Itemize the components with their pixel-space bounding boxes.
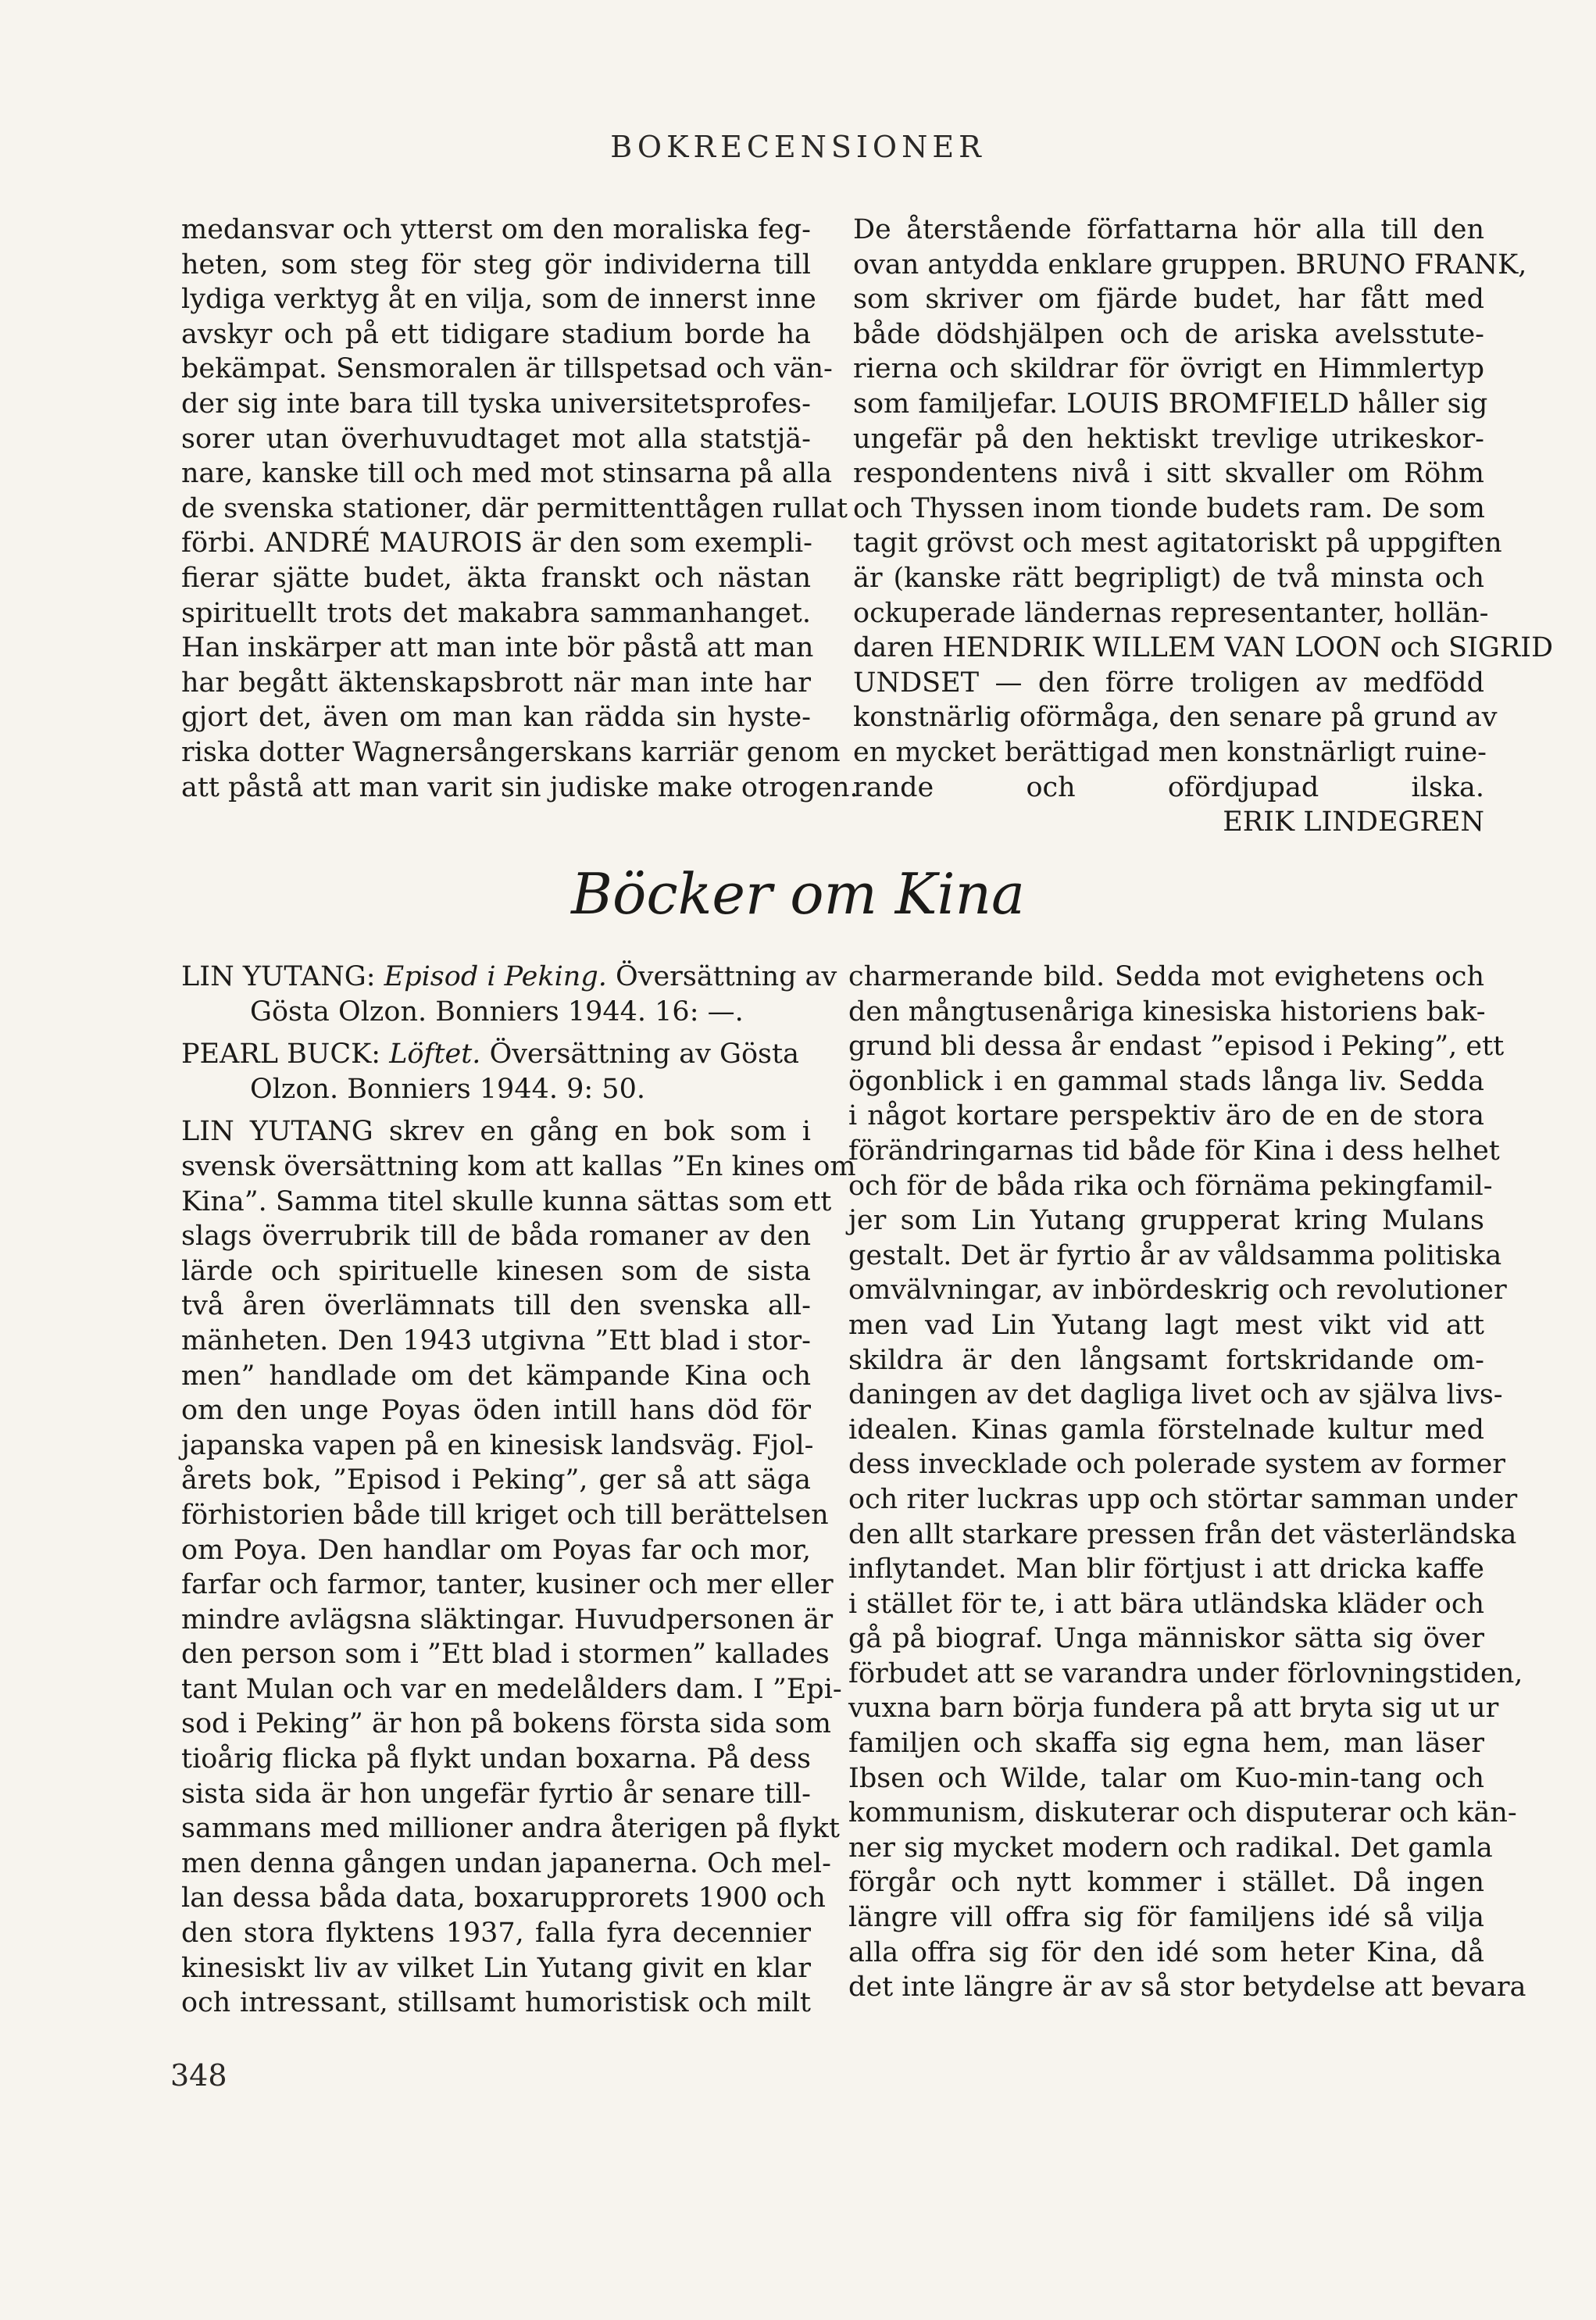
text-line: att påstå att man varit sin judiske make otrogen. — [181, 771, 859, 803]
text-line: sista sida är hon ungefär fyrtio år senare till- — [181, 1778, 811, 1810]
last-line-with-signature — [853, 770, 1484, 838]
text-line: och för de båda rika och förnäma pekingfamil- — [848, 1170, 1493, 1202]
reference-line — [181, 960, 837, 995]
text-line: som familjefar. LOUIS BROMFIELD håller sig — [853, 388, 1488, 420]
text-line: lärde och spirituelle kinesen som de sista — [181, 1255, 811, 1287]
text-line: familjen och skaffa sig egna hem, man läser — [848, 1728, 1484, 1760]
text-line: LIN YUTANG skrev en gång en bok som i — [181, 1116, 811, 1148]
text-line: daren HENDRIK WILLEM VAN LOON och SIGRID — [853, 632, 1554, 664]
text-line: ögonblick i en gammal stads långa liv. Sedda — [848, 1065, 1484, 1097]
page-number: 348 — [170, 2058, 227, 2093]
reference-detail: Översättning av Gösta — [489, 1038, 799, 1071]
text-line: både dödshjälpen och de ariska avelsstute- — [853, 318, 1484, 350]
text-line: der sig inte bara till tyska universitetsprofes- — [181, 388, 811, 420]
text-line: ner sig mycket modern och radikal. Det gamla — [848, 1832, 1493, 1864]
text-line: tagit grövst och mest agitatoriskt på uppgiften — [853, 527, 1502, 559]
text-line: grund bli dessa år endast ”episod i Peking”, ett — [848, 1031, 1505, 1063]
text-line: tant Mulan och var en medelålders dam. I ”Epi- — [181, 1673, 842, 1705]
text-line: förbi. ANDRÉ MAUROIS är den som exempli- — [181, 527, 813, 559]
text-line: ovan antydda enklare gruppen. BRUNO FRANK, — [853, 248, 1527, 281]
text-line: som skriver om fjärde budet, har fått med — [853, 284, 1484, 316]
text-line: omvälvningar, av inbördeskrig och revolutioner — [848, 1274, 1507, 1307]
book-reference-2 — [181, 1037, 811, 1106]
book-reference-1 — [181, 960, 837, 1029]
reviewer-signature: ERIK LINDEGREN — [1223, 806, 1484, 838]
text-line: charmerande bild. Sedda mot evighetens och — [848, 961, 1484, 992]
text-line: alla offra sig för den idé som heter Kina, då — [848, 1936, 1484, 1968]
text-line: årets bok, ”Episod i Peking”, ger så att säga — [181, 1464, 811, 1496]
reference-title: Löftet. — [389, 1038, 481, 1071]
text-line: en mycket berättigad men konstnärligt ruine- — [853, 736, 1487, 768]
text-line: riska dotter Wagnersångerskans karriär genom — [181, 736, 841, 768]
section-title: Böcker om Kina — [571, 861, 1025, 927]
text-line: den mångtusenåriga kinesiska historiens bak- — [848, 996, 1486, 1028]
text-line: och Thyssen inom tionde budets ram. De som — [853, 492, 1485, 524]
text-line: gestalt. Det är fyrtio år av våldsamma politiska — [848, 1239, 1502, 1271]
text-line: två åren överlämnats till den svenska all- — [181, 1290, 811, 1322]
text-line: mänheten. Den 1943 utgivna ”Ett blad i stor- — [181, 1324, 811, 1357]
review-right-column — [848, 960, 1526, 2005]
text-line: den stora flyktens 1937, falla fyra decennier — [181, 1918, 811, 1950]
reference-author: LIN YUTANG: — [181, 961, 376, 992]
review-left-column — [181, 960, 856, 2021]
text-line: i något kortare perspektiv äro de en de stora — [848, 1100, 1484, 1132]
text-line: har begått äktenskapsbrott när man inte har — [181, 667, 811, 699]
text-line: UNDSET — den förre troligen av medfödd — [853, 667, 1484, 699]
reference-author: PEARL BUCK: — [181, 1038, 381, 1071]
text-line: spirituellt trots det makabra sammanhanget. — [181, 597, 811, 629]
text-line: slags överrubrik till de båda romaner av den — [181, 1221, 811, 1253]
text-line: sammans med millioner andra återigen på flykt — [181, 1813, 840, 1845]
reference-line: Olzon. Bonniers 1944. 9: 50. — [250, 1073, 645, 1105]
review-continuation-left — [181, 213, 859, 805]
reference-title: Episod i Peking. — [384, 961, 607, 992]
text-line: de svenska stationer, där permittenttågen rullat — [181, 492, 848, 524]
text-line: men vad Lin Yutang lagt mest vikt vid att — [848, 1309, 1484, 1341]
reference-line — [181, 1037, 811, 1072]
text-line: det inte längre är av så stor betydelse att bevara — [848, 1971, 1526, 2004]
review-continuation-right — [853, 213, 1554, 840]
text-line: jer som Lin Yutang grupperat kring Mulans — [848, 1205, 1484, 1237]
text-line: japanska vapen på en kinesisk landsväg. Fjol- — [181, 1429, 814, 1461]
text-line: om Poya. Den handlar om Poyas far och mor, — [181, 1534, 811, 1566]
text-line: rande och ofördjupad ilska. — [853, 771, 1484, 803]
running-header: BOKRECENSIONER — [610, 130, 986, 164]
text-line: inflytandet. Man blir förtjust i att dricka kaffe — [848, 1553, 1484, 1585]
text-line: men denna gången undan japanerna. Och mel- — [181, 1847, 831, 1879]
text-line: ockuperade ländernas representanter, hollän- — [853, 597, 1489, 629]
text-line: Ibsen och Wilde, talar om Kuo-min-tang och — [848, 1762, 1484, 1794]
text-line: respondentens nivå i sitt skvaller om Röhm — [853, 458, 1484, 490]
text-line: svensk översättning kom att kallas ”En kines om — [181, 1150, 856, 1182]
text-line: farfar och farmor, tanter, kusiner och mer eller — [181, 1569, 834, 1601]
text-line: medansvar och ytterst om den moraliska feg- — [181, 214, 811, 245]
text-line: och intressant, stillsamt humoristisk och milt — [181, 1987, 811, 2019]
text-line: skildra är den långsamt fortskridande om- — [848, 1344, 1484, 1376]
text-line: bekämpat. Sensmoralen är tillspetsad och vän- — [181, 353, 833, 385]
text-line: ungefär på den hektiskt trevlige utrikeskor- — [853, 423, 1484, 455]
text-line: sorer utan överhuvudtaget mot alla statstjä- — [181, 423, 811, 455]
text-line: gjort det, även om man kan rädda sin hyste- — [181, 702, 811, 734]
text-line: förgår och nytt kommer i stället. Då ingen — [848, 1867, 1484, 1899]
reference-line: Gösta Olzon. Bonniers 1944. 16: —. — [250, 996, 744, 1028]
text-line: den allt starkare pressen från det västerländska — [848, 1518, 1517, 1550]
text-line: lydiga verktyg åt en vilja, som de innerst inne — [181, 284, 816, 316]
text-line: dess invecklade och polerade system av former — [848, 1449, 1506, 1481]
text-line: den person som i ”Ett blad i stormen” kallades — [181, 1639, 830, 1671]
text-line: kinesiskt liv av vilket Lin Yutang givit en klar — [181, 1952, 811, 1984]
text-line: daningen av det dagliga livet och av själva livs- — [848, 1379, 1503, 1411]
text-line: förbudet att se varandra under förlovningstiden, — [848, 1657, 1523, 1689]
text-line: De återstående författarna hör alla till den — [853, 214, 1484, 245]
body-text-left — [181, 1114, 856, 2020]
text-line: Han inskärper att man inte bör påstå att man — [181, 632, 814, 664]
text-line: vuxna barn börja fundera på att bryta sig ut ur — [848, 1693, 1499, 1725]
text-line: nare, kanske till och med mot stinsarna på alla — [181, 458, 833, 490]
text-line: förhistorien både till kriget och till berättelsen — [181, 1499, 829, 1531]
text-line: idealen. Kinas gamla förstelnade kultur med — [848, 1414, 1484, 1446]
reference-detail: Översättning av — [616, 961, 837, 992]
text-line: om den unge Poyas öden intill hans död för — [181, 1395, 811, 1427]
text-line: är (kanske rätt begripligt) de två minsta och — [853, 562, 1484, 594]
text-line: kommunism, diskuterar och disputerar och kän- — [848, 1797, 1517, 1829]
text-line: lan dessa båda data, boxarupprorets 1900 och — [181, 1882, 826, 1914]
text-line: gå på biograf. Unga människor sätta sig över — [848, 1623, 1484, 1655]
text-line: mindre avlägsna släktingar. Huvudpersonen är — [181, 1603, 834, 1635]
text-line: rierna och skildrar för övrigt en Himmlertyp — [853, 353, 1484, 385]
text-line: avskyr och på ett tidigare stadium borde ha — [181, 318, 811, 350]
text-line: sod i Peking” är hon på bokens första sida som — [181, 1708, 831, 1740]
text-line: i stället för te, i att bära utländska kläder och — [848, 1588, 1484, 1620]
text-line: konstnärlig oförmåga, den senare på grund av — [853, 702, 1498, 734]
text-line: Kina”. Samma titel skulle kunna sättas som ett — [181, 1185, 832, 1217]
text-line: förändringarnas tid både för Kina i dess helhet — [848, 1135, 1500, 1167]
text-line: heten, som steg för steg gör individerna till — [181, 248, 811, 281]
text-line: längre vill offra sig för familjens idé så vilja — [848, 1902, 1484, 1934]
text-line: men” handlade om det kämpande Kina och — [181, 1360, 811, 1392]
text-line: fierar sjätte budet, äkta franskt och nästan — [181, 562, 811, 594]
text-line: och riter luckras upp och störtar samman under — [848, 1483, 1518, 1515]
text-line: tioårig flicka på flykt undan boxarna. På dess — [181, 1743, 811, 1775]
